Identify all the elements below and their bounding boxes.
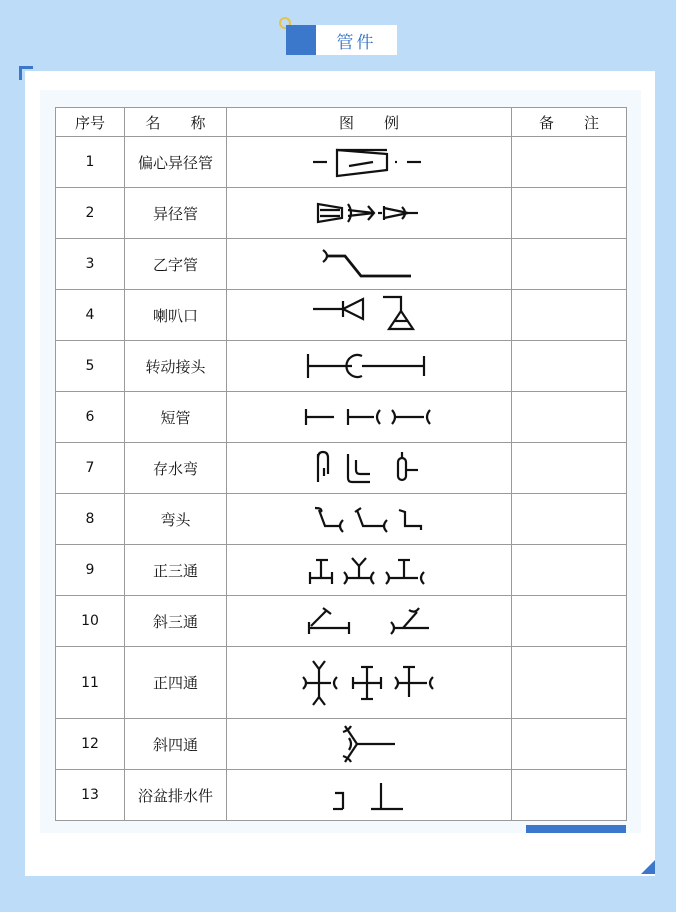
elbow-icon (311, 502, 427, 536)
table-row (56, 188, 627, 239)
table-row (56, 596, 627, 647)
eccentric-reducer-icon (309, 144, 429, 180)
row-name: 正三通 (125, 545, 227, 596)
table-header-row (56, 108, 627, 137)
row-remark (512, 188, 627, 239)
row-legend (227, 494, 512, 545)
trap-icon (314, 448, 424, 488)
table-row (56, 545, 627, 596)
row-remark (512, 239, 627, 290)
offset-pipe-icon (319, 244, 419, 284)
title-accent-block (286, 25, 316, 55)
row-legend (227, 392, 512, 443)
row-number: 8 (56, 494, 125, 545)
row-number: 13 (56, 770, 125, 821)
row-number: 9 (56, 545, 125, 596)
table-row (56, 719, 627, 770)
pipe-fittings-table (55, 107, 627, 821)
row-number: 4 (56, 290, 125, 341)
row-number: 12 (56, 719, 125, 770)
table-row (56, 443, 627, 494)
row-name: 短管 (125, 392, 227, 443)
row-name: 异径管 (125, 188, 227, 239)
row-remark (512, 494, 627, 545)
table-row (56, 770, 627, 821)
row-legend (227, 239, 512, 290)
oblique-cross-icon (339, 722, 399, 766)
row-number: 6 (56, 392, 125, 443)
row-legend (227, 647, 512, 719)
bell-mouth-icon (309, 293, 429, 337)
row-remark (512, 719, 627, 770)
bottom-accent-bar (526, 825, 626, 833)
short-pipe-icon (302, 404, 436, 430)
row-name: 乙字管 (125, 239, 227, 290)
table-row (56, 392, 627, 443)
row-legend (227, 545, 512, 596)
row-legend (227, 443, 512, 494)
table-row (56, 494, 627, 545)
reducer-icon (314, 198, 424, 228)
row-legend (227, 137, 512, 188)
column-header-name: 名 称 (125, 108, 227, 137)
table-row (56, 239, 627, 290)
row-name: 正四通 (125, 647, 227, 719)
row-number: 2 (56, 188, 125, 239)
table-row (56, 341, 627, 392)
row-name: 转动接头 (125, 341, 227, 392)
row-name: 弯头 (125, 494, 227, 545)
row-number: 10 (56, 596, 125, 647)
bathtub-drain-icon (327, 777, 411, 813)
row-legend (227, 770, 512, 821)
column-header-legend: 图 例 (227, 108, 512, 137)
row-name: 斜四通 (125, 719, 227, 770)
row-legend (227, 341, 512, 392)
row-remark (512, 341, 627, 392)
row-remark (512, 545, 627, 596)
table-row (56, 647, 627, 719)
row-legend (227, 719, 512, 770)
row-name: 浴盆排水件 (125, 770, 227, 821)
tee-icon (306, 552, 432, 588)
row-remark (512, 392, 627, 443)
row-number: 7 (56, 443, 125, 494)
row-legend (227, 290, 512, 341)
column-header-remark: 备 注 (512, 108, 627, 137)
row-number: 3 (56, 239, 125, 290)
row-name: 存水弯 (125, 443, 227, 494)
row-name: 偏心异径管 (125, 137, 227, 188)
row-remark (512, 770, 627, 821)
row-name: 斜三通 (125, 596, 227, 647)
row-remark (512, 596, 627, 647)
table-row (56, 290, 627, 341)
row-number: 5 (56, 341, 125, 392)
oblique-tee-icon (305, 604, 433, 638)
row-number: 1 (56, 137, 125, 188)
table-row (56, 137, 627, 188)
page-title: 管件 (316, 25, 397, 55)
row-remark (512, 290, 627, 341)
row-remark (512, 443, 627, 494)
row-name: 喇叭口 (125, 290, 227, 341)
row-legend (227, 188, 512, 239)
swivel-joint-icon (304, 348, 434, 384)
row-remark (512, 647, 627, 719)
cross-icon (299, 657, 439, 709)
column-header-no: 序号 (56, 108, 125, 137)
corner-decoration-bottom-right (641, 860, 655, 874)
row-number: 11 (56, 647, 125, 719)
row-legend (227, 596, 512, 647)
row-remark (512, 137, 627, 188)
